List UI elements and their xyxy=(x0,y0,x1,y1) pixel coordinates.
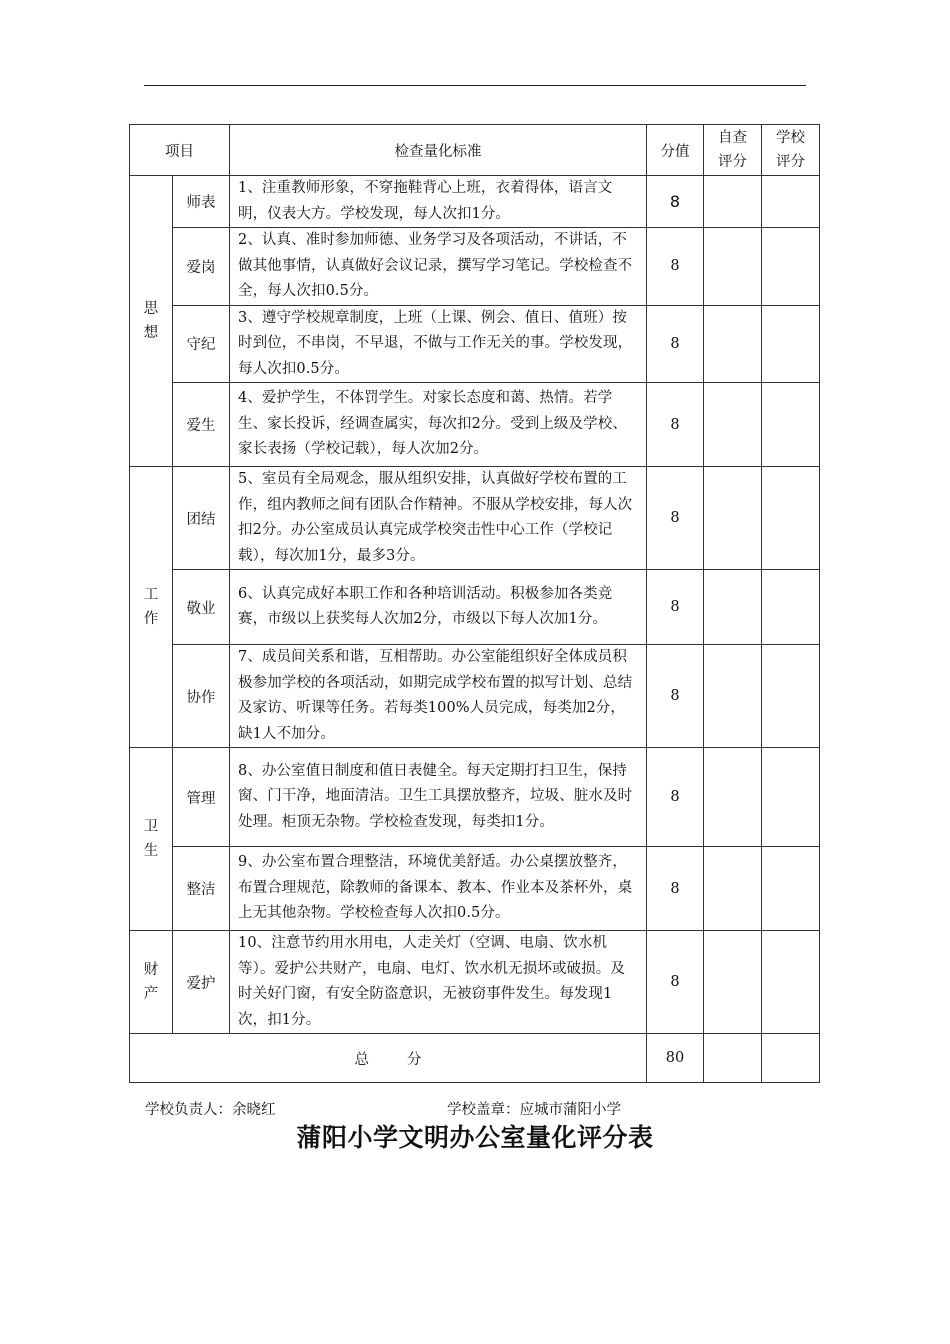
category-label: 工作 xyxy=(143,587,159,627)
header-points: 分值 xyxy=(647,125,704,176)
document-title: 蒲阳小学文明办公室量化评分表 xyxy=(296,1123,654,1152)
score-table xyxy=(129,124,820,1083)
criterion-text: 2、认真、准时参加师德、业务学习及各项活动，不讲话，不做其他事情，认真做好会议记录，撰写学习笔记。学校检查不全，每人次扣0.5分。 xyxy=(230,228,647,306)
criterion-text: 7、成员间关系和谐，互相帮助。办公室能组织好全体成员积极参加学校的各项活动，如期完成学校布置的拟写计划、总结及家访、听课等任务。若每类100%人员完成，每类加2分，缺1人不加分。 xyxy=(230,645,647,748)
criterion-text: 6、认真完成好本职工作和各种培训活动。积极参加各类竞赛，市级以上获奖每人次加2分，市级以下每人次加1分。 xyxy=(230,570,647,645)
total-self-score-input[interactable] xyxy=(704,1034,762,1083)
header-item: 项目 xyxy=(130,125,230,176)
subcategory-cell: 爱生 xyxy=(173,383,230,467)
self-score-input[interactable] xyxy=(704,467,762,570)
school-score-input[interactable] xyxy=(762,305,820,383)
table-row xyxy=(130,305,820,383)
self-score-input[interactable] xyxy=(704,176,762,228)
score-value: 8 xyxy=(647,176,704,228)
score-value: 8 xyxy=(647,570,704,645)
self-score-input[interactable] xyxy=(704,931,762,1034)
header-school-score xyxy=(762,125,820,176)
criterion-text: 1、注重教师形象，不穿拖鞋背心上班，衣着得体，语言文明，仪表大方。学校发现，每人次扣1分。 xyxy=(230,176,647,228)
table-row xyxy=(130,570,820,645)
school-score-input[interactable] xyxy=(762,570,820,645)
subcategory-cell: 管理 xyxy=(173,748,230,847)
table-row xyxy=(130,467,820,570)
school-score-input[interactable] xyxy=(762,176,820,228)
table-row xyxy=(130,847,820,931)
score-value: 8 xyxy=(647,228,704,306)
total-label-a: 总 xyxy=(354,1051,369,1068)
total-school-score-input[interactable] xyxy=(762,1034,820,1083)
criterion-text: 10、注意节约用水用电，人走关灯（空调、电扇、饮水机等）。爱护公共财产，电扇、电灯、饮水机无损坏或破损。及时关好门窗，有安全防盗意识，无被窃事件发生。每发现1次，扣1分。 xyxy=(230,931,647,1034)
subcategory-cell: 师表 xyxy=(173,176,230,228)
total-value: 80 xyxy=(647,1034,704,1083)
school-score-input[interactable] xyxy=(762,748,820,847)
criterion-text: 3、遵守学校规章制度，上班（上课、例会、值日、值班）按时到位，不串岗，不早退，不做与工作无关的事。学校发现，每人次扣0.5分。 xyxy=(230,305,647,383)
header-row xyxy=(130,125,820,176)
subcategory-cell: 敬业 xyxy=(173,570,230,645)
principal-line: 学校负责人：余晓红 xyxy=(145,1102,276,1118)
self-score-input[interactable] xyxy=(704,847,762,931)
category-property xyxy=(130,931,173,1034)
total-row xyxy=(130,1034,820,1083)
score-value: 8 xyxy=(647,305,704,383)
seal-line: 学校盖章：应城市蒲阳小学 xyxy=(447,1102,621,1118)
subcategory-cell: 团结 xyxy=(173,467,230,570)
header-self-score-label: 自查评分 xyxy=(718,130,747,170)
subcategory-cell: 整洁 xyxy=(173,847,230,931)
category-work xyxy=(130,467,173,748)
subcategory-cell: 爱岗 xyxy=(173,228,230,306)
self-score-input[interactable] xyxy=(704,645,762,748)
self-score-input[interactable] xyxy=(704,228,762,306)
category-label: 思想 xyxy=(143,301,159,341)
header-standard: 检查量化标准 xyxy=(230,125,647,176)
score-value: 8 xyxy=(647,467,704,570)
score-value: 8 xyxy=(647,383,704,467)
header-school-score-label: 学校评分 xyxy=(776,130,805,170)
total-label xyxy=(130,1034,647,1083)
criterion-text: 9、办公室布置合理整洁，环境优美舒适。办公桌摆放整齐，布置合理规范，除教师的备课本、教本、作业本及茶杯外，桌上无其他杂物。学校检查每人次扣0.5分。 xyxy=(230,847,647,931)
self-score-input[interactable] xyxy=(704,305,762,383)
criterion-text: 4、爱护学生，不体罚学生。对家长态度和蔼、热情。若学生、家长投诉，经调查属实，每次扣2分。受到上级及学校、家长表扬（学校记载），每人次加2分。 xyxy=(230,383,647,467)
table-row xyxy=(130,645,820,748)
school-score-input[interactable] xyxy=(762,228,820,306)
self-score-input[interactable] xyxy=(704,748,762,847)
subcategory-cell: 协作 xyxy=(173,645,230,748)
table-row xyxy=(130,748,820,847)
header-rule xyxy=(144,85,806,86)
school-score-input[interactable] xyxy=(762,645,820,748)
criterion-text: 8、办公室值日制度和值日表健全。每天定期打扫卫生，保持窗、门干净，地面清洁。卫生工具摆放整齐，垃圾、脏水及时处理。柜顶无杂物。学校检查发现，每类扣1分。 xyxy=(230,748,647,847)
school-score-input[interactable] xyxy=(762,383,820,467)
table-row xyxy=(130,228,820,306)
school-score-input[interactable] xyxy=(762,847,820,931)
subcategory-cell: 爱护 xyxy=(173,931,230,1034)
total-label-b: 分 xyxy=(407,1051,422,1068)
category-hygiene xyxy=(130,748,173,931)
table-row xyxy=(130,931,820,1034)
score-value: 8 xyxy=(647,645,704,748)
self-score-input[interactable] xyxy=(704,570,762,645)
header-self-score xyxy=(704,125,762,176)
self-score-input[interactable] xyxy=(704,383,762,467)
table-row xyxy=(130,176,820,228)
score-value: 8 xyxy=(647,748,704,847)
score-value: 8 xyxy=(647,847,704,931)
school-score-input[interactable] xyxy=(762,467,820,570)
category-label: 财产 xyxy=(143,962,159,1002)
category-thought xyxy=(130,176,173,467)
score-value: 8 xyxy=(647,931,704,1034)
subcategory-cell: 守纪 xyxy=(173,305,230,383)
category-label: 卫生 xyxy=(143,819,159,859)
school-score-input[interactable] xyxy=(762,931,820,1034)
table-row xyxy=(130,383,820,467)
criterion-text: 5、室员有全局观念，服从组织安排，认真做好学校布置的工作，组内教师之间有团队合作精神。不服从学校安排，每人次扣2分。办公室成员认真完成学校突击性中心工作（学校记载），每次加1分，最多3分。 xyxy=(230,467,647,570)
